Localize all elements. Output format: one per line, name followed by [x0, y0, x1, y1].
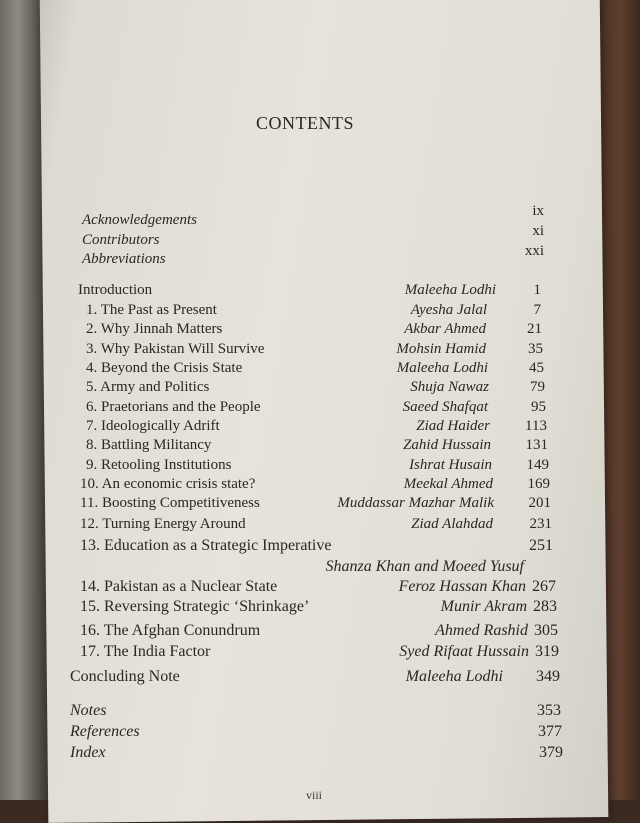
- entry-page-number: 7: [533, 302, 541, 318]
- entry-title: 3. Why Pakistan Will Survive: [86, 341, 265, 357]
- entry-title: Acknowledgements: [82, 212, 197, 228]
- entry-author: Ahmed Rashid: [435, 622, 528, 639]
- chapter-entry: [0, 379, 640, 401]
- front-matter-page: [0, 223, 640, 245]
- entry-title: References: [70, 723, 140, 740]
- entry-page-number: 169: [527, 476, 550, 492]
- entry-page-number: ix: [532, 203, 544, 219]
- entry-author: Akbar Ahmed: [404, 321, 486, 337]
- entry-title: 16. The Afghan Conundrum: [80, 622, 261, 639]
- entry-title: 11. Boosting Competitiveness: [80, 495, 260, 511]
- front-matter-page: [0, 203, 640, 225]
- entry-page-number: 353: [537, 702, 561, 719]
- entry-title: 13. Education as a Strategic Imperative: [80, 537, 332, 554]
- page-folio: viii: [306, 788, 323, 802]
- entry-author: Munir Akram: [440, 598, 527, 615]
- chapter-entry: [0, 622, 640, 644]
- entry-page-number: 79: [530, 379, 545, 395]
- entry-title: 6. Praetorians and the People: [86, 399, 261, 415]
- chapter-entry: [0, 516, 640, 538]
- entry-page-number: 35: [528, 341, 543, 357]
- entry-page-number: 319: [535, 643, 559, 660]
- entry-title: Contributors: [82, 232, 160, 248]
- entry-author: Shanza Khan and Moeed Yusuf: [325, 558, 524, 575]
- entry-title: 4. Beyond the Crisis State: [86, 360, 243, 376]
- chapter-entry: [0, 578, 640, 600]
- entry-page-number: xi: [532, 223, 544, 239]
- entry-author: Ishrat Husain: [409, 457, 492, 473]
- back-matter-entry: [0, 744, 640, 766]
- entry-author: Ziad Alahdad: [411, 516, 493, 532]
- entry-author: Maleeha Lodhi: [396, 360, 488, 376]
- entry-author: Maleeha Lodhi: [405, 668, 503, 685]
- entry-title: 12. Turning Energy Around: [80, 516, 246, 532]
- entry-page-number: 131: [525, 437, 548, 453]
- entry-page-number: 349: [536, 668, 560, 685]
- entry-author: Shuja Nawaz: [410, 379, 489, 395]
- chapter-entry: [0, 437, 640, 459]
- chapter-entry: [0, 643, 640, 665]
- entry-title: 2. Why Jinnah Matters: [86, 321, 223, 337]
- entry-title: 8. Battling Militancy: [86, 437, 212, 453]
- entry-page-number: 251: [529, 537, 553, 554]
- entry-title: 10. An economic crisis state?: [80, 476, 256, 492]
- chapter-entry: [0, 668, 640, 690]
- contents-heading: CONTENTS: [256, 113, 354, 133]
- entry-page-number: 95: [531, 399, 546, 415]
- entry-author: Mohsin Hamid: [396, 341, 486, 357]
- entry-title: Notes: [70, 702, 107, 719]
- entry-page-number: 149: [526, 457, 549, 473]
- entry-page-number: 267: [532, 578, 556, 595]
- chapter-entry: [0, 282, 640, 304]
- entry-title: 17. The India Factor: [80, 643, 211, 660]
- entry-page-number: 379: [539, 744, 563, 761]
- entry-title: 1. The Past as Present: [86, 302, 217, 318]
- entry-title: 15. Reversing Strategic ‘Shrinkage’: [80, 598, 310, 615]
- entry-title: 5. Army and Politics: [86, 379, 210, 395]
- entry-author: Saeed Shafqat: [402, 399, 488, 415]
- entry-page-number: 231: [529, 516, 552, 532]
- entry-page-number: 45: [529, 360, 544, 376]
- entry-author: Meekal Ahmed: [403, 476, 493, 492]
- entry-author: Syed Rifaat Hussain: [399, 643, 529, 660]
- entry-page-number: 283: [533, 598, 557, 615]
- entry-page-number: 305: [534, 622, 558, 639]
- entry-author: Muddassar Mazhar Malik: [337, 495, 494, 511]
- entry-author: Feroz Hassan Khan: [398, 578, 526, 595]
- chapter-entry: [0, 321, 640, 343]
- chapter-entry: [0, 598, 640, 620]
- entry-title: Introduction: [78, 282, 153, 298]
- back-matter-entry: [0, 723, 640, 745]
- entry-title: Concluding Note: [70, 668, 180, 685]
- entry-author: Zahid Hussain: [403, 437, 491, 453]
- entry-author: Ziad Haider: [416, 418, 490, 434]
- entry-title: 7. Ideologically Adrift: [86, 418, 220, 434]
- front-matter-page: [0, 243, 640, 265]
- entry-page-number: 377: [538, 723, 562, 740]
- entry-author: Ayesha Jalal: [410, 302, 487, 318]
- entry-page-number: 1: [533, 282, 541, 298]
- entry-author: Maleeha Lodhi: [404, 282, 496, 298]
- entry-title: Abbreviations: [82, 251, 166, 267]
- entry-title: 9. Retooling Institutions: [86, 457, 232, 473]
- entry-page-number: xxi: [524, 243, 544, 259]
- entry-title: 14. Pakistan as a Nuclear State: [80, 578, 278, 595]
- chapter-entry: [0, 495, 640, 517]
- entry-title: Index: [70, 744, 106, 761]
- back-matter-entry: [0, 702, 640, 724]
- entry-page-number: 113: [525, 418, 547, 434]
- chapter-entry: [0, 558, 640, 580]
- entry-page-number: 21: [527, 321, 542, 337]
- entry-page-number: 201: [528, 495, 551, 511]
- chapter-entry: [0, 537, 640, 559]
